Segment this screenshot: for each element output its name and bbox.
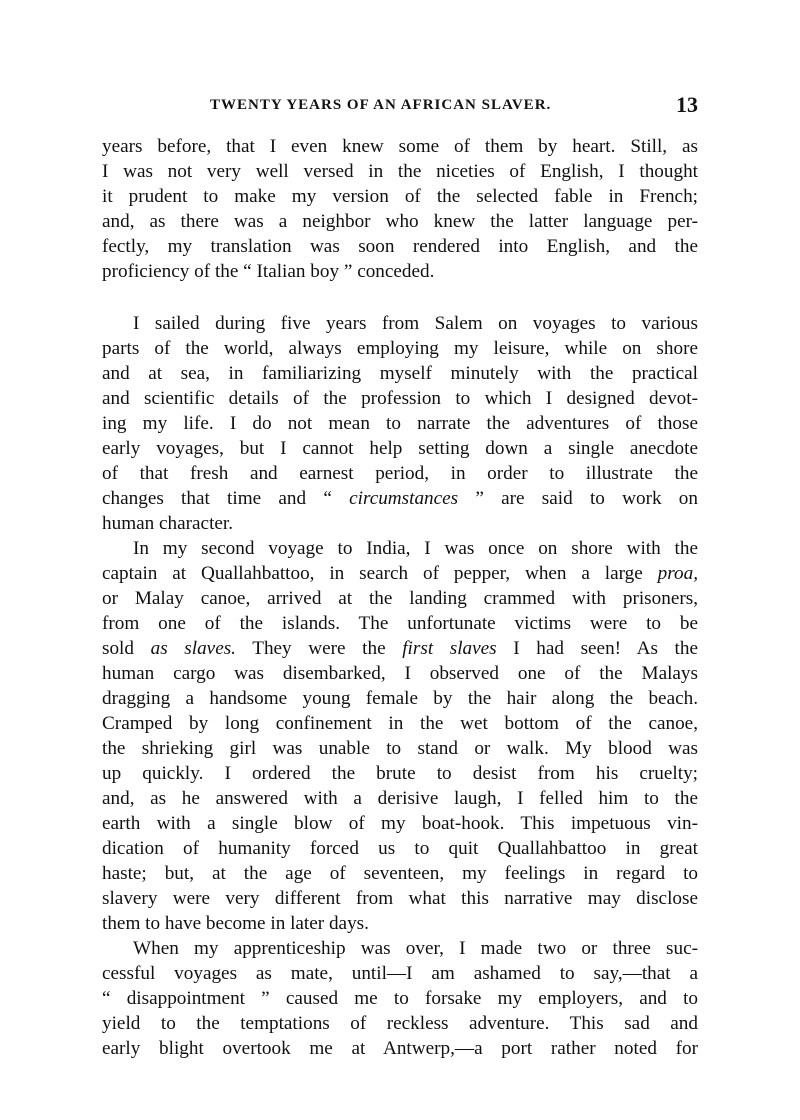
- text-line: and, as there was a neighbor who knew the latter language per-: [102, 211, 698, 232]
- text-line: I sailed during five years from Salem on voyages to various: [133, 313, 698, 334]
- text-line: I was not very well versed in the niceties of English, I thought: [102, 161, 698, 182]
- text-line: In my second voyage to India, I was once on shore with the: [133, 538, 698, 559]
- text-line: earth with a single blow of my boat-hook. This impetuous vin-: [102, 813, 698, 834]
- text-line: slavery were very different from what this narrative may disclose: [102, 888, 698, 909]
- text-line: it prudent to make my version of the selected fable in French;: [102, 186, 698, 207]
- text-line: changes that time and “ circumstances ” are said to work on: [102, 488, 698, 509]
- text-line: Cramped by long confinement in the wet bottom of the canoe,: [102, 713, 698, 734]
- text-line: early blight overtook me at Antwerp,—a port rather noted for: [102, 1038, 698, 1059]
- text-line: of that fresh and earnest period, in order to illustrate the: [102, 463, 698, 484]
- text-line: captain at Quallahbattoo, in search of pepper, when a large proa,: [102, 563, 698, 584]
- text-line: from one of the islands. The unfortunate victims were to be: [102, 613, 698, 634]
- text-line: the shrieking girl was unable to stand or walk. My blood was: [102, 738, 698, 759]
- text-line: years before, that I even knew some of them by heart. Still, as: [102, 136, 698, 157]
- text-line: sold as slaves. They were the first slaves I had seen! As the: [102, 638, 698, 659]
- text-line: them to have become in later days.: [102, 913, 369, 934]
- text-line: dragging a handsome young female by the hair along the beach.: [102, 688, 698, 709]
- text-line: human character.: [102, 513, 234, 534]
- text-line: parts of the world, always employing my leisure, while on shore: [102, 338, 698, 359]
- page-number: 13: [676, 92, 698, 117]
- text-line: “ disappointment ” caused me to forsake my employers, and to: [102, 988, 698, 1009]
- text-line: fectly, my translation was soon rendered into English, and the: [102, 236, 698, 257]
- text-line: When my apprenticeship was over, I made two or three suc-: [133, 938, 698, 959]
- text-line: dication of humanity forced us to quit Quallahbattoo in great: [102, 838, 698, 859]
- text-line: or Malay canoe, arrived at the landing crammed with prisoners,: [102, 588, 698, 609]
- text-line: yield to the temptations of reckless adventure. This sad and: [102, 1013, 698, 1034]
- text-line: and scientific details of the profession to which I designed devot-: [102, 388, 698, 409]
- text-line: haste; but, at the age of seventeen, my feelings in regard to: [102, 863, 698, 884]
- text-line: cessful voyages as mate, until—I am ashamed to say,—that a: [102, 963, 698, 984]
- running-title: TWENTY YEARS OF AN AFRICAN SLAVER.: [210, 97, 552, 113]
- text-line: up quickly. I ordered the brute to desist from his cruelty;: [102, 763, 698, 784]
- text-line: ing my life. I do not mean to narrate the adventures of those: [102, 413, 698, 434]
- text-line: and, as he answered with a derisive laugh, I felled him to the: [102, 788, 698, 809]
- text-line: proficiency of the “ Italian boy ” conceded.: [102, 261, 435, 282]
- text-line: and at sea, in familiarizing myself minutely with the practical: [102, 363, 698, 384]
- page-header: [102, 94, 698, 120]
- text-line: early voyages, but I cannot help setting down a single anecdote: [102, 438, 698, 459]
- text-line: human cargo was disembarked, I observed one of the Malays: [102, 663, 698, 684]
